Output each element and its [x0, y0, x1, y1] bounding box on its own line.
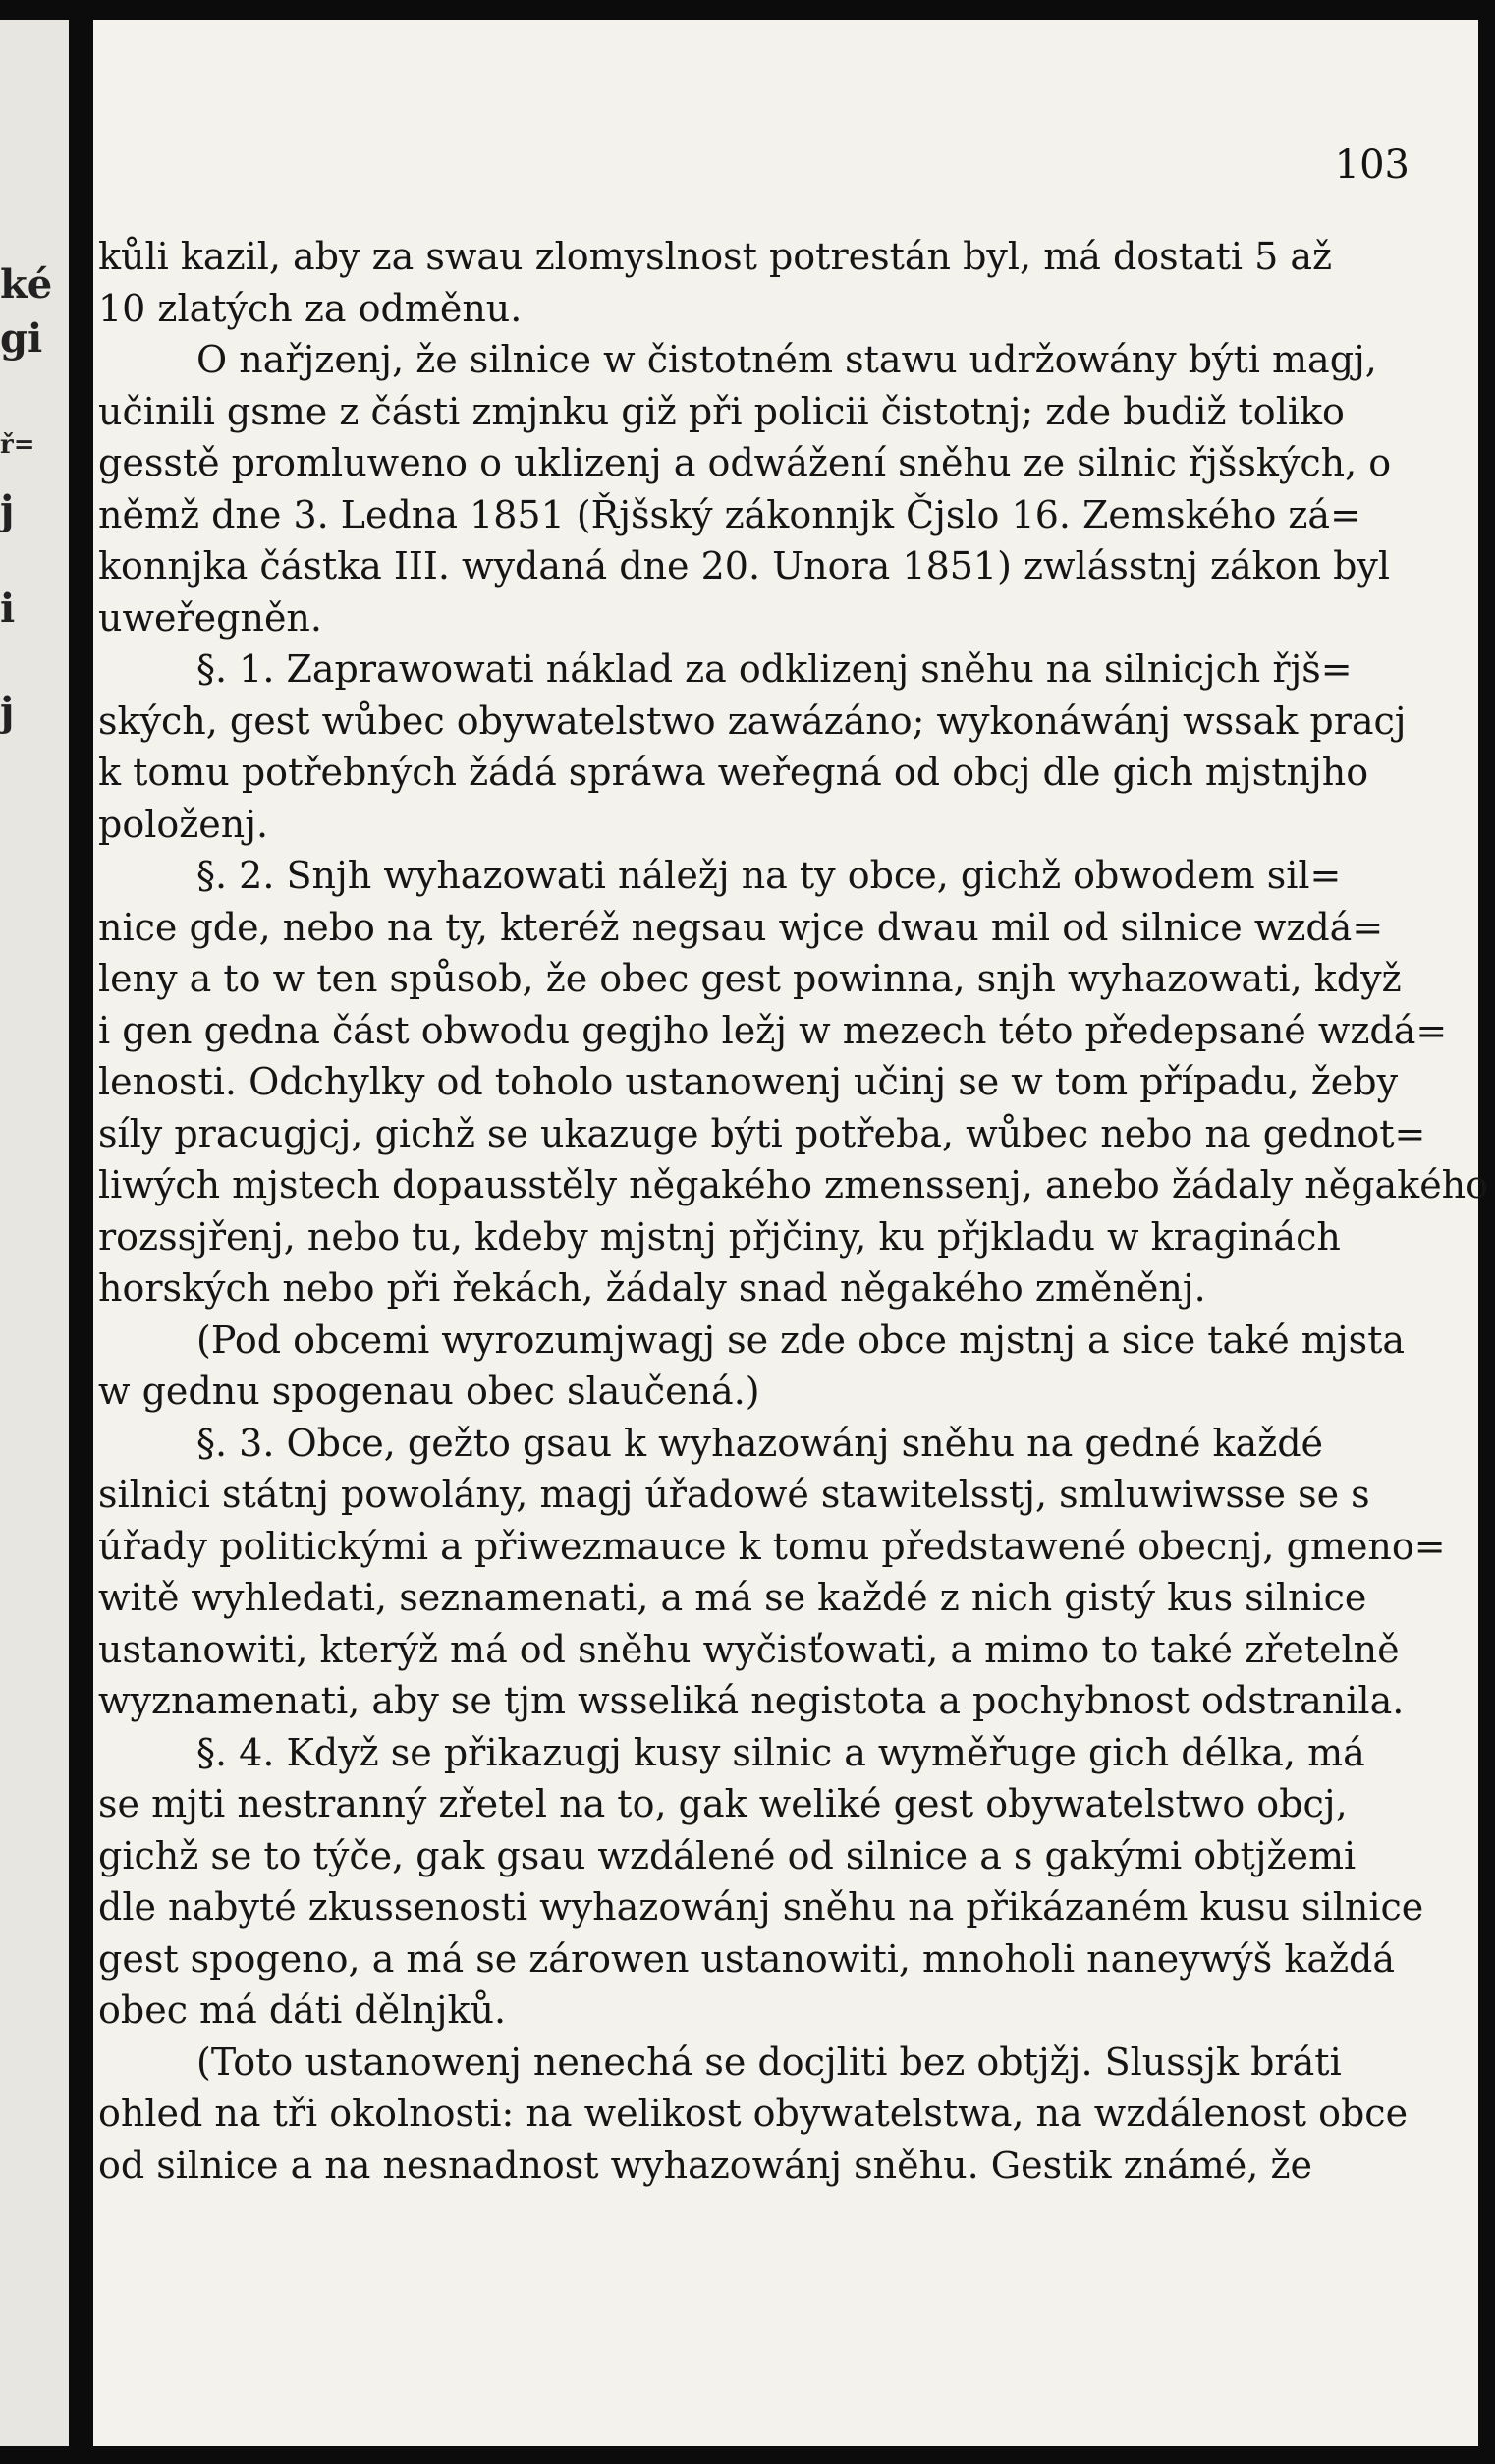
text-line: položenj.: [98, 802, 269, 846]
text-line: O nařjzenj, že silnice w čistotném stawu udržowány býti magj,: [196, 338, 1377, 381]
text-line: (Pod obcemi wyrozumjwagj se zde obce mjstnj a sice také mjsta: [196, 1317, 1406, 1362]
text-line: se mjti nestranný zřetel na to, gak weliké gest obywatelstwo obcj,: [98, 1782, 1348, 1825]
margin-fragment: i: [0, 586, 16, 632]
text-line: §. 4. Když se přikazugj kusy silnic a wyměřuge gich délka, má: [196, 1730, 1365, 1774]
text-line: horských nebo při řekách, žádaly snad něgakého změněnj.: [98, 1266, 1206, 1310]
text-line: ských, gest wůbec obywatelstwo zawázáno; wykonáwánj wssak pracj: [98, 699, 1407, 743]
text-line: i gen gedna část obwodu gegjho ležj w mezech této předepsané wzdá=: [98, 1008, 1448, 1052]
text-line: obec má dáti dělnjků.: [98, 1988, 507, 2032]
text-line: gesstě promluweno o uklizenj a odwážení sněhu ze silnic řjšských, o: [98, 441, 1392, 484]
text-line: učinili gsme z části zmjnku giž při policii čistotnj; zde budiž toliko: [98, 389, 1345, 433]
text-line: §. 1. Zaprawowati náklad za odklizenj sněhu na silnicjch řjš=: [196, 647, 1353, 691]
margin-fragment: ř=: [0, 430, 35, 460]
text-line: leny a to w ten spůsob, že obec gest powinna, snjh wyhazowati, když: [98, 957, 1402, 1000]
page-number: 103: [1334, 142, 1410, 188]
text-line: gichž se to týče, gak gsau wzdálené od silnice a s gakými obtjžemi: [98, 1833, 1357, 1877]
previous-page-edge: [0, 20, 69, 2446]
text-line: wyznamenati, aby se tjm wsseliká negistota a pochybnost odstranila.: [98, 1679, 1405, 1722]
text-line: w gednu spogenau obec slaučená.): [98, 1370, 760, 1413]
body-text: [98, 231, 1489, 2191]
text-line: liwých mjstech dopausstěly něgakého zmenssenj, anebo žádaly něgakého: [98, 1163, 1489, 1206]
text-line: ohled na tři okolnosti: na welikost obywatelstwa, na wzdálenost obce: [98, 2092, 1409, 2135]
text-line: gest spogeno, a má se zárowen ustanowiti, mnoholi naneywýš každá: [98, 1936, 1395, 1981]
text-line: silnici státnj powolány, magj úřadowé stawitelsstj, smluwiwsse se s: [98, 1473, 1370, 1516]
text-line: k tomu potřebných žádá spráwa weřegná od obcj dle gich mjstnjho: [98, 751, 1369, 794]
text-line: (Toto ustanowenj nenechá se docjliti bez obtjžj. Slussjk bráti: [196, 2040, 1342, 2084]
text-line: němž dne 3. Ledna 1851 (Řjšský zákonnjk Čjslo 16. Zemského zá=: [98, 492, 1361, 536]
text-line: konnjka částka III. wydaná dne 20. Unora 1851) zwlásstnj zákon byl: [98, 544, 1391, 588]
text-line: nice gde, nebo na ty, kteréž negsau wjce dwau mil od silnice wzdá=: [98, 905, 1384, 949]
margin-fragment: gi: [0, 315, 43, 362]
text-line: uweřegněn.: [98, 595, 322, 640]
text-line: §. 2. Snjh wyhazowati náležj na ty obce, gichž obwodem sil=: [196, 854, 1342, 897]
margin-fragment: j: [0, 689, 15, 735]
text-line: §. 3. Obce, gežto gsau k wyhazowánj sněhu na gedné každé: [196, 1421, 1324, 1465]
text-line: dle nabyté zkussenosti wyhazowánj sněhu na přikázaném kusu silnice: [98, 1885, 1424, 1929]
margin-fragment: ké: [0, 261, 53, 308]
text-line: kůli kazil, aby za swau zlomyslnost potrestán byl, má dostati 5 až: [98, 235, 1333, 278]
text-line: 10 zlatých za odměnu.: [98, 286, 523, 330]
text-line: ustanowiti, kterýž má od sněhu wyčisťowati, a mimo to také zřetelně: [98, 1627, 1400, 1671]
margin-fragment: j: [0, 487, 15, 533]
text-line: úřady politickými a přiwezmauce k tomu předstawené obecnj, gmeno=: [98, 1524, 1446, 1568]
text-line: lenosti. Odchylky od toholo ustanowenj učinj se w tom případu, žeby: [98, 1060, 1399, 1103]
book-page: [93, 20, 1489, 2446]
text-line: síly pracugjcj, gichž se ukazuge býti potřeba, wůbec nebo na gednot=: [98, 1111, 1426, 1155]
text-line: witě wyhledati, seznamenati, a má se každé z nich gistý kus silnice: [98, 1576, 1367, 1619]
text-line: od silnice a na nesnadnost wyhazowánj sněhu. Gestik známé, že: [98, 2143, 1312, 2187]
text-line: rozssjřenj, nebo tu, kdeby mjstnj přjčiny, ku přjkladu w kraginách: [98, 1214, 1341, 1259]
